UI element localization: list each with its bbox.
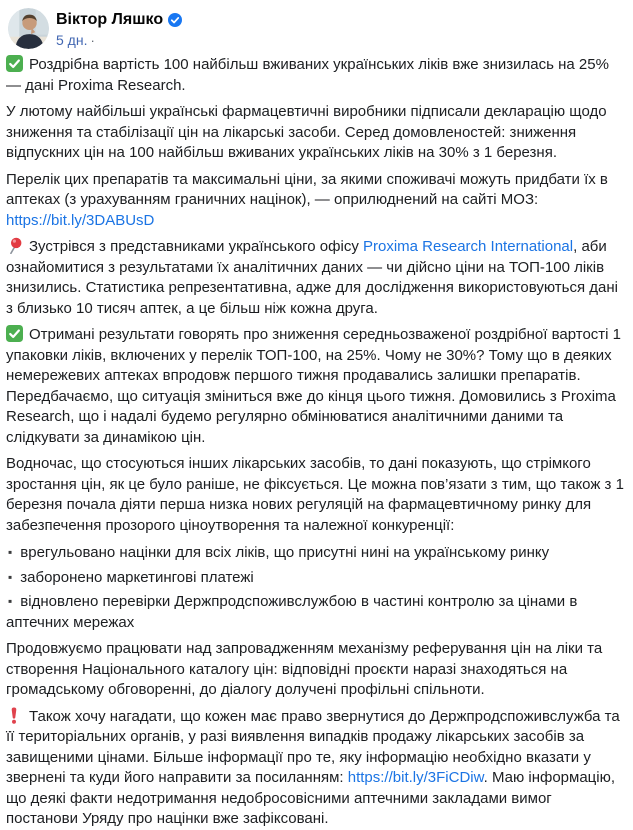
list-item bbox=[6, 567, 626, 589]
verified-badge-icon bbox=[168, 13, 182, 27]
avatar[interactable] bbox=[8, 8, 49, 49]
paragraph-text: Перелік цих препаратів та максимальні ціни, за якими споживачі можуть придбати їх в аптеках (з урахуванням граничних націнок), — оприлюднений на сайті МОЗ: bbox=[6, 170, 608, 208]
post-body bbox=[0, 51, 633, 830]
paragraph-price-catalog bbox=[6, 639, 626, 701]
bullet-icon: ▪ bbox=[8, 569, 13, 584]
avatar-photo bbox=[8, 8, 49, 49]
bullet-icon: ▪ bbox=[8, 545, 13, 559]
timestamp[interactable]: 5 дн. bbox=[56, 32, 88, 48]
paragraph-text: Продовжуємо працювати над запровадженням механізму реферування цін на ліки та створення Національного каталогу цін: відповідні проєкти наразі знаходяться на громадському обговоренні, до діалогу долучені профільні спільноти. bbox=[6, 640, 603, 698]
pushpin-emoji-icon bbox=[6, 237, 23, 254]
list-item-text: заборонено маркетингові платежі bbox=[20, 568, 254, 586]
meta-separator: · bbox=[90, 33, 95, 48]
paragraph-text: У лютому найбільші українські фармацевтичні виробники підписали декларацію щодо зниження та стабілізації цін на лікарські засоби. Серед домовленостей: зниження відпускних цін на 100 найбільш вживаних українських ліків на 30% з 1 березня. bbox=[6, 103, 607, 161]
regulations-list bbox=[6, 542, 626, 633]
paragraph-text: . Маю інформацію, що деякі факти недотримання недобросовісними аптечними закладами вимог постанови Уряду про націнки вже зафіксовані. bbox=[6, 769, 616, 827]
moz-list-link[interactable]: https://bit.ly/3DABUsD bbox=[6, 211, 155, 229]
paragraph-retail-price-drop bbox=[6, 55, 626, 96]
paragraph-results bbox=[6, 325, 626, 448]
complaint-info-link[interactable]: https://bit.ly/3FiCDiw bbox=[347, 769, 484, 786]
paragraph-declaration bbox=[6, 102, 626, 164]
green-check-emoji-icon bbox=[6, 325, 23, 342]
header-info bbox=[56, 8, 182, 49]
paragraph-text: Роздрібна вартість 100 найбільш вживаних українських ліків вже знизилась на 25% — дані Proxima Research. bbox=[6, 56, 609, 94]
paragraph-text: Водночас, що стосуються інших лікарських засобів, то дані показують, що стрімкого зростання цін, як це було раніше, не фіксується. Це можна пов’язати з тим, що також з 1 березня почала діяти перша низка нових регуляцій на фармацевтичному ринку для забезпечення прозорого ціноутворення та належної конкуренції: bbox=[6, 455, 624, 534]
paragraph-text: , аби ознайомитися з результатами їх аналітичних даних — чи дійсно ціни на ТОП-100 ліків знизились. Статистика репрезентативна, адже для дослідження використовуються дані з близько 10 тисяч аптек, а це більш ніж кожна друга. bbox=[6, 238, 618, 317]
list-item-text: відновлено перевірки Держпродспоживслужбою в частині контролю за цінами в аптечних мережах bbox=[6, 593, 578, 631]
paragraph-text: Отримані результати говорять про зниження середньозваженої роздрібної вартості 1 упаковки ліків, включених у перелік ТОП-100, на 25%. Чому не 30%? Тому що в деяких немережевих аптеках впродовж першого тижня продавались залишки препаратів. Передбачаємо, що ситуація зміниться вже до кінця цього тижня. Домовились з Proxima Research, що і надалі будемо регулярно обмінюватися аналітичними даними та слідкувати за динамікою цін. bbox=[6, 326, 622, 446]
post-meta bbox=[56, 32, 182, 49]
bullet-icon: ▪ bbox=[8, 594, 13, 608]
list-item bbox=[6, 542, 626, 564]
paragraph-regulations-intro bbox=[6, 454, 626, 536]
red-exclamation-emoji-icon bbox=[9, 707, 19, 724]
paragraph-proxima-meeting bbox=[6, 237, 626, 319]
green-check-emoji-icon bbox=[6, 55, 23, 72]
author-row bbox=[56, 10, 182, 29]
author-name[interactable]: Віктор Ляшко bbox=[56, 11, 164, 28]
list-item-text: врегульовано націнки для всіх ліків, що присутні нині на українському ринку bbox=[20, 544, 550, 561]
paragraph-moz-list bbox=[6, 170, 626, 232]
list-item bbox=[6, 591, 626, 633]
post-header bbox=[0, 0, 633, 51]
paragraph-text: Зустрівся з представниками українського офісу bbox=[29, 238, 363, 255]
proxima-research-link[interactable]: Proxima Research International bbox=[363, 238, 574, 255]
paragraph-complaints bbox=[6, 707, 626, 830]
paragraph-text: Також хочу нагадати, що кожен має право звернутися до Держпродспоживслужба та її територіальних органів, у разі виявлення випадків продажу лікарських засобів за завищеними цінами. Більше інформації про те, яку інформацію необхідно вказати у звернені та куди його направити за посиланням: bbox=[6, 707, 620, 786]
